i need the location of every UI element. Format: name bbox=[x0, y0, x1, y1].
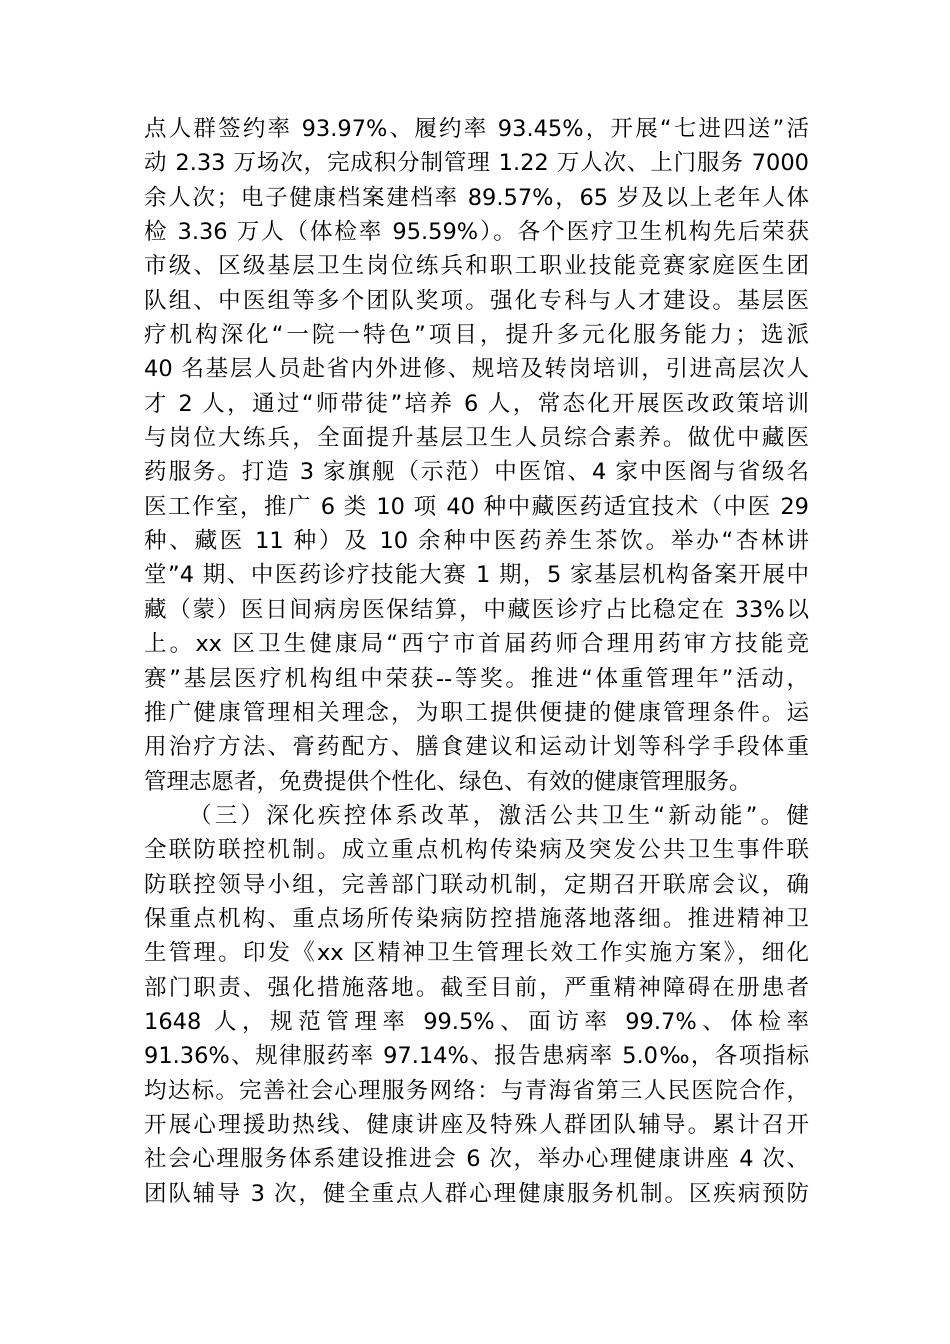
text-line: 余人次；电子健康档案建档率 89.57%，65 岁及以上老年人体 bbox=[144, 184, 809, 211]
text-line: 上。xx 区卫生健康局“西宁市首届药师合理用药审方技能竞 bbox=[144, 631, 809, 658]
text-line: 部门职责、强化措施落地。截至目前，严重精神障碍在册患者 bbox=[144, 974, 809, 1001]
text-line: 藏（蒙）医日间病房医保结算，中藏医诊疗占比稳定在 33%以 bbox=[144, 596, 809, 623]
text-line: 均达标。完善社会心理服务网络：与青海省第三人民医院合作， bbox=[144, 1077, 809, 1104]
text-line: 40 名基层人员赴省内外进修、规培及转岗培训，引进高层次人 bbox=[144, 356, 809, 383]
text-line: 推广健康管理相关理念，为职工提供便捷的健康管理条件。运 bbox=[144, 699, 809, 726]
text-line: 队组、中医组等多个团队奖项。强化专科与人才建设。基层医 bbox=[144, 287, 809, 314]
body-text bbox=[144, 112, 809, 1211]
text-line: 市级、区级基层卫生岗位练兵和职工职业技能竞赛家庭医生团 bbox=[144, 253, 809, 280]
section-heading-line: （三）深化疾控体系改革，激活公共卫生“新动能”。健 bbox=[189, 802, 809, 829]
text-line: 1648 人，规范管理率 99.5%、面访率 99.7%、体检率 bbox=[144, 1008, 809, 1035]
text-line: 才 2 人，通过“师带徒”培养 6 人，常态化开展医改政策培训 bbox=[144, 390, 809, 417]
text-line: 检 3.36 万人（体检率 95.59%）。各个医疗卫生机构先后荣获 bbox=[144, 219, 809, 246]
text-line: 与岗位大练兵，全面提升基层卫生人员综合素养。做优中藏医 bbox=[144, 425, 809, 452]
text-line: 赛”基层医疗机构组中荣获--等奖。推进“体重管理年”活动， bbox=[144, 665, 809, 692]
text-line: 团队辅导 3 次，健全重点人群心理健康服务机制。区疾病预防 bbox=[144, 1180, 809, 1207]
text-line: 用治疗方法、膏药配方、膳食建议和运动计划等科学手段体重 bbox=[144, 734, 809, 761]
text-line: 疗机构深化“一院一特色”项目，提升多元化服务能力；选派 bbox=[144, 322, 809, 349]
text-line: 保重点机构、重点场所传染病防控措施落地落细。推进精神卫 bbox=[144, 905, 809, 932]
text-line: 防联控领导小组，完善部门联动机制，定期召开联席会议，确 bbox=[144, 871, 809, 898]
text-line: 管理志愿者，免费提供个性化、绿色、有效的健康管理服务。 bbox=[144, 768, 752, 795]
text-line: 生管理。印发《xx 区精神卫生管理长效工作实施方案》，细化 bbox=[144, 940, 809, 967]
text-line: 开展心理援助热线、健康讲座及特殊人群团队辅导。累计召开 bbox=[144, 1111, 809, 1138]
text-line: 91.36%、规律服药率 97.14%、报告患病率 5.0‰，各项指标 bbox=[144, 1043, 809, 1070]
text-line: 种、藏医 11 种）及 10 余种中医药养生茶饮。举办“杏林讲 bbox=[144, 528, 809, 555]
text-line: 全联防联控机制。成立重点机构传染病及突发公共卫生事件联 bbox=[144, 837, 809, 864]
text-line: 社会心理服务体系建设推进会 6 次，举办心理健康讲座 4 次、 bbox=[144, 1146, 809, 1173]
text-line: 医工作室，推广 6 类 10 项 40 种中藏医药适宜技术（中医 29 bbox=[144, 493, 809, 520]
text-line: 点人群签约率 93.97%、履约率 93.45%，开展“七进四送”活 bbox=[144, 116, 809, 142]
text-line: 动 2.33 万场次，完成积分制管理 1.22 万人次、上门服务 7000 bbox=[144, 150, 809, 177]
text-line: 药服务。打造 3 家旗舰（示范）中医馆、4 家中医阁与省级名 bbox=[144, 459, 809, 486]
text-line: 堂”4 期、中医药诊疗技能大赛 1 期，5 家基层机构备案开展中 bbox=[144, 562, 809, 589]
